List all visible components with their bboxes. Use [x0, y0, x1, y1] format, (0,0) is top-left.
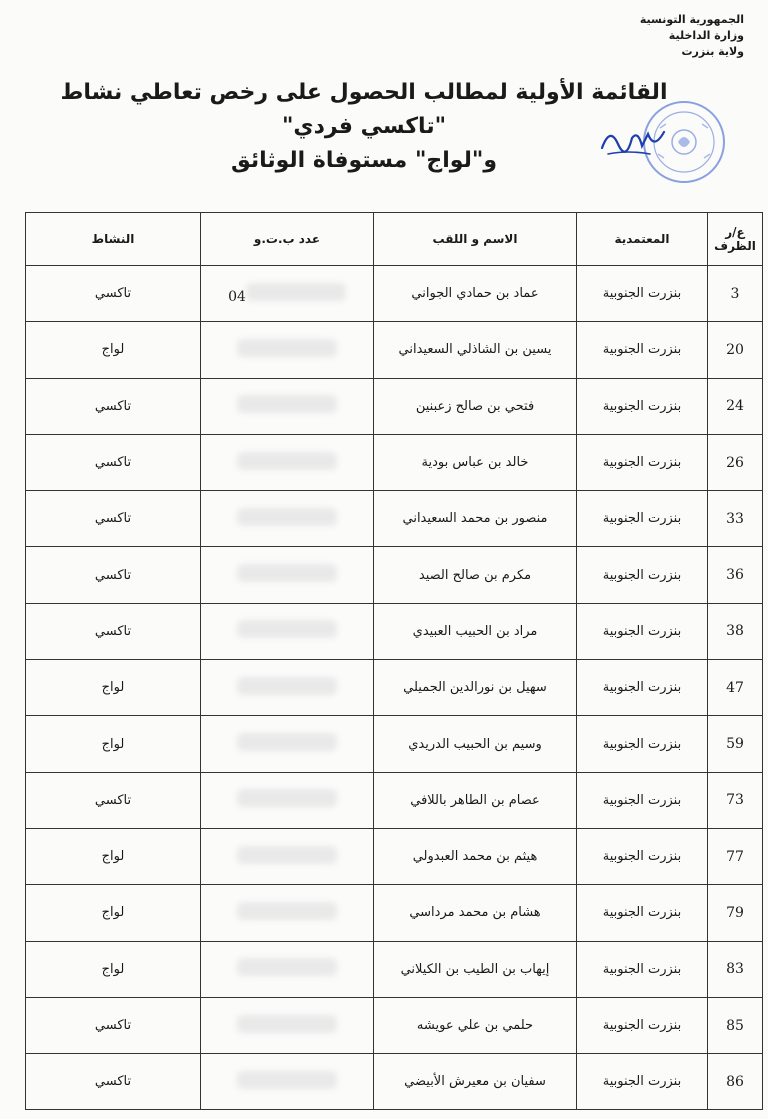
cell-id	[201, 1054, 374, 1110]
cell-name: حلمي بن علي عويشه	[374, 997, 577, 1053]
cell-activity: تاكسي	[26, 547, 201, 603]
cell-activity: لواج	[26, 322, 201, 378]
header-num: ع/ر الظرف	[708, 213, 763, 266]
redaction-blur	[246, 283, 346, 301]
redaction-blur	[237, 677, 337, 695]
cell-num: 86	[708, 1054, 763, 1110]
cell-name: عماد بن حمادي الجواني	[374, 266, 577, 322]
header-name: الاسم و اللقب	[374, 213, 577, 266]
cell-activity: تاكسي	[26, 603, 201, 659]
table-row	[26, 660, 763, 716]
cell-name: مكرم بن صالح الصيد	[374, 547, 577, 603]
cell-id	[201, 547, 374, 603]
cell-delegation: بنزرت الجنوبية	[577, 434, 708, 490]
cell-activity: تاكسي	[26, 772, 201, 828]
redaction-blur	[237, 902, 337, 920]
cell-num: 77	[708, 828, 763, 884]
document-header	[640, 12, 744, 60]
title-line-1: القائمة الأولية لمطالب الحصول على رخص تعاطي نشاط "تاكسي فردي"	[60, 80, 668, 139]
cell-activity: تاكسي	[26, 266, 201, 322]
cell-delegation: بنزرت الجنوبية	[577, 772, 708, 828]
cell-num: 33	[708, 491, 763, 547]
redaction-blur	[237, 733, 337, 751]
table-row	[26, 491, 763, 547]
signature-icon	[598, 120, 668, 160]
cell-num: 24	[708, 378, 763, 434]
cell-name: منصور بن محمد السعيداني	[374, 491, 577, 547]
cell-num: 73	[708, 772, 763, 828]
redaction-blur	[237, 620, 337, 638]
cell-name: سفيان بن معيرش الأبيضي	[374, 1054, 577, 1110]
cell-activity: تاكسي	[26, 1054, 201, 1110]
redaction-blur	[237, 508, 337, 526]
cell-num: 20	[708, 322, 763, 378]
redaction-blur	[237, 846, 337, 864]
cell-activity: تاكسي	[26, 434, 201, 490]
cell-delegation: بنزرت الجنوبية	[577, 660, 708, 716]
cell-activity: لواج	[26, 885, 201, 941]
table-row	[26, 772, 763, 828]
table-row	[26, 1054, 763, 1110]
redaction-blur	[237, 1071, 337, 1089]
cell-num: 26	[708, 434, 763, 490]
cell-num: 85	[708, 997, 763, 1053]
table-row	[26, 547, 763, 603]
cell-id	[201, 885, 374, 941]
cell-activity: لواج	[26, 828, 201, 884]
title-line-2: و"لواج" مستوفاة الوثائق	[230, 148, 497, 173]
cell-id	[201, 491, 374, 547]
cell-id	[201, 266, 374, 322]
header-activity: النشاط	[26, 213, 201, 266]
table-row	[26, 378, 763, 434]
cell-delegation: بنزرت الجنوبية	[577, 603, 708, 659]
cell-delegation: بنزرت الجنوبية	[577, 716, 708, 772]
cell-name: سهيل بن نورالدين الجميلي	[374, 660, 577, 716]
cell-delegation: بنزرت الجنوبية	[577, 828, 708, 884]
cell-activity: لواج	[26, 660, 201, 716]
header-governorate: ولاية بنزرت	[681, 45, 744, 58]
cell-num: 47	[708, 660, 763, 716]
cell-id	[201, 772, 374, 828]
table-header-row	[26, 213, 763, 266]
cell-activity: تاكسي	[26, 378, 201, 434]
cell-id	[201, 378, 374, 434]
cell-delegation: بنزرت الجنوبية	[577, 1054, 708, 1110]
redaction-blur	[237, 1015, 337, 1033]
table-row	[26, 434, 763, 490]
cell-delegation: بنزرت الجنوبية	[577, 547, 708, 603]
header-country: الجمهورية التونسية	[639, 13, 744, 26]
redaction-blur	[237, 789, 337, 807]
cell-id	[201, 941, 374, 997]
table-row	[26, 603, 763, 659]
cell-name: وسيم بن الحبيب الدريدي	[374, 716, 577, 772]
cell-name: هشام بن محمد مرداسي	[374, 885, 577, 941]
cell-delegation: بنزرت الجنوبية	[577, 378, 708, 434]
cell-name: خالد بن عباس بودية	[374, 434, 577, 490]
cell-num: 38	[708, 603, 763, 659]
table-row	[26, 885, 763, 941]
redaction-blur	[237, 395, 337, 413]
header-ministry: وزارة الداخلية	[668, 29, 744, 42]
redaction-blur	[237, 452, 337, 470]
cell-num: 36	[708, 547, 763, 603]
table-row	[26, 941, 763, 997]
cell-activity: تاكسي	[26, 997, 201, 1053]
cell-delegation: بنزرت الجنوبية	[577, 997, 708, 1053]
redacted-id: 04	[228, 288, 246, 305]
cell-activity: تاكسي	[26, 491, 201, 547]
cell-num: 83	[708, 941, 763, 997]
cell-num: 3	[708, 266, 763, 322]
cell-id	[201, 716, 374, 772]
table-row	[26, 716, 763, 772]
cell-num: 59	[708, 716, 763, 772]
cell-name: فتحي بن صالح زعبنين	[374, 378, 577, 434]
cell-delegation: بنزرت الجنوبية	[577, 322, 708, 378]
redaction-blur	[237, 339, 337, 357]
table-row	[26, 828, 763, 884]
cell-num: 79	[708, 885, 763, 941]
cell-activity: لواج	[26, 716, 201, 772]
redaction-blur	[237, 564, 337, 582]
cell-activity: لواج	[26, 941, 201, 997]
cell-name: هيثم بن محمد العبدولي	[374, 828, 577, 884]
cell-name: عصام بن الطاهر باللافي	[374, 772, 577, 828]
redaction-blur	[237, 958, 337, 976]
cell-delegation: بنزرت الجنوبية	[577, 491, 708, 547]
cell-name: يسين بن الشاذلي السعيداني	[374, 322, 577, 378]
table-row	[26, 266, 763, 322]
cell-delegation: بنزرت الجنوبية	[577, 941, 708, 997]
cell-delegation: بنزرت الجنوبية	[577, 885, 708, 941]
cell-id	[201, 828, 374, 884]
cell-id	[201, 997, 374, 1053]
header-id: عدد ب.ت.و	[201, 213, 374, 266]
table-row	[26, 997, 763, 1053]
table-row	[26, 322, 763, 378]
cell-name: إيهاب بن الطيب بن الكيلاني	[374, 941, 577, 997]
header-delegation: المعتمدية	[577, 213, 708, 266]
cell-id	[201, 322, 374, 378]
cell-id	[201, 660, 374, 716]
cell-delegation: بنزرت الجنوبية	[577, 266, 708, 322]
applicants-table	[25, 212, 763, 1110]
cell-id	[201, 434, 374, 490]
cell-id	[201, 603, 374, 659]
cell-name: مراد بن الحبيب العبيدي	[374, 603, 577, 659]
